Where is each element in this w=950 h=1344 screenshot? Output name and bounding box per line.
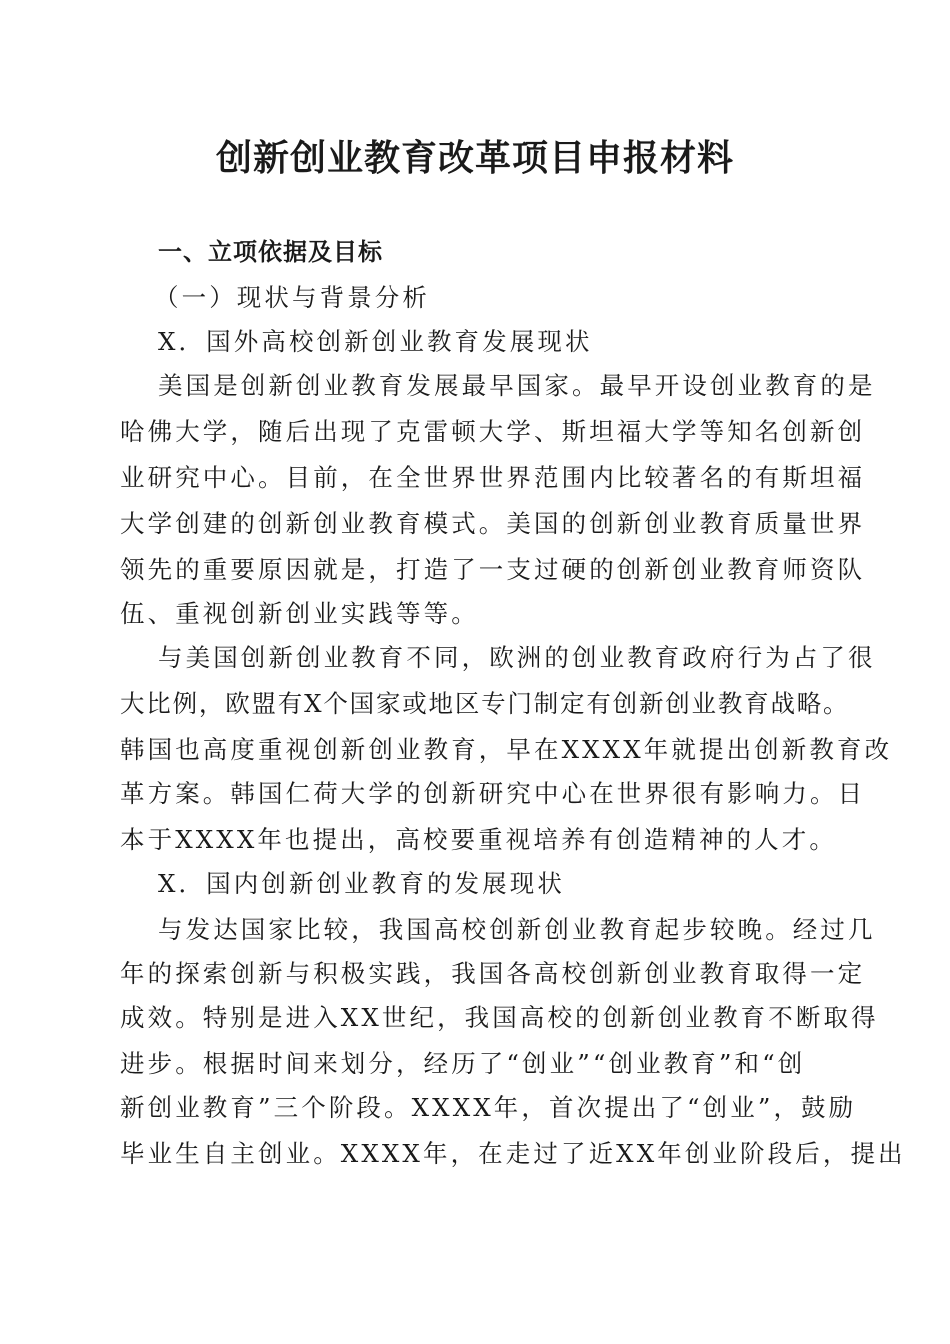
paragraph-line: 大比例，欧盟有X个国家或地区专门制定有创新创业教育战略。: [120, 689, 850, 718]
paragraph-line: 伍、重视创新创业实践等等。: [120, 599, 479, 628]
paragraph-line: 新创业教育”三个阶段。XXXX年，首次提出了“创业”，鼓励: [120, 1093, 857, 1122]
paragraph-line: 大学创建的创新创业教育模式。美国的创新创业教育质量世界: [120, 509, 866, 538]
paragraph-line: 革方案。韩国仁荷大学的创新研究中心在世界很有影响力。日: [120, 779, 866, 808]
paragraph-line: 韩国也高度重视创新创业教育，早在XXXX年就提出创新教育改: [120, 735, 893, 764]
paragraph-line: 领先的重要原因就是，打造了一支过硬的创新创业教育师资队: [120, 555, 866, 584]
item-heading: X．国外高校创新创业教育发展现状: [158, 327, 593, 356]
item-heading: X．国内创新创业教育的发展现状: [158, 869, 565, 898]
document-title: 创新创业教育改革项目申报材料: [215, 137, 734, 179]
paragraph-line: 毕业生自主创业。XXXX年，在走过了近XX年创业阶段后，提出: [120, 1139, 906, 1168]
paragraph-line: 本于XXXX年也提出，高校要重视培养有创造精神的人才。: [120, 825, 837, 854]
paragraph-line: 与发达国家比较，我国高校创新创业教育起步较晚。经过几: [158, 915, 876, 944]
paragraph-line: 美国是创新创业教育发展最早国家。最早开设创业教育的是: [158, 371, 876, 400]
paragraph-line: 进步。根据时间来划分，经历了“创业”“创业教育”和“创: [120, 1049, 806, 1078]
section-heading: 一、立项依据及目标: [158, 238, 383, 266]
paragraph-line: 哈佛大学，随后出现了克雷顿大学、斯坦福大学等知名创新创: [120, 417, 866, 446]
paragraph-line: 年的探索创新与积极实践，我国各高校创新创业教育取得一定: [120, 959, 866, 988]
paragraph-line: 与美国创新创业教育不同，欧洲的创业教育政府行为占了很: [158, 643, 876, 672]
paragraph-line: 成效。特别是进入XX世纪，我国高校的创新创业教育不断取得: [120, 1003, 879, 1032]
subsection-heading: （一）现状与背景分析: [154, 283, 430, 312]
paragraph-line: 业研究中心。目前，在全世界世界范围内比较著名的有斯坦福: [120, 463, 866, 492]
